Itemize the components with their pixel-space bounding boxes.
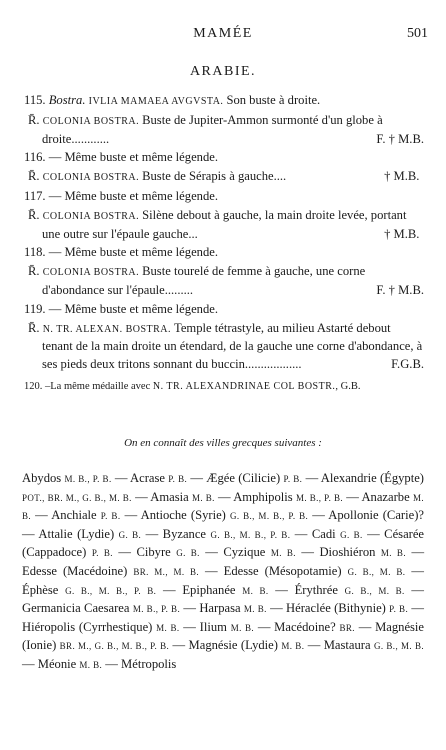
city-item — [206, 471, 302, 485]
coin-legend: COLONIA BOSTRA. — [42, 172, 143, 184]
city-name: Métropolis — [121, 656, 177, 671]
city-item — [38, 527, 141, 541]
city-name: Magnésie (Lydie) — [188, 638, 278, 653]
denomination: P. B. — [283, 474, 303, 484]
rarity: F. † M.B. — [376, 131, 424, 146]
reverse-description — [24, 263, 424, 300]
city-name: Ilium — [199, 619, 227, 634]
denomination: G. B. — [118, 529, 142, 540]
entry-text: –La même médaille avec — [45, 380, 153, 392]
city-name: Bostra. — [48, 93, 89, 107]
city-item — [324, 638, 424, 652]
entry-number: 120. — [24, 380, 45, 392]
coin-entry — [24, 188, 424, 206]
denomination: POT., BR. M., G. B., M. B. — [22, 492, 132, 503]
rarity: F. † M.B. — [376, 282, 424, 297]
denomination: M. B., P. B. — [132, 604, 181, 615]
rarity: † M.B. — [384, 226, 420, 241]
city-item — [38, 657, 102, 671]
entry-number: 116. — [24, 150, 49, 165]
reverse-mark: R̄. — [28, 207, 43, 222]
denomination: M. B. — [243, 604, 267, 615]
city-item — [182, 583, 268, 597]
city-item — [136, 545, 199, 559]
denomination: BR. M., M. B. — [133, 566, 200, 577]
coin-entry — [24, 301, 424, 319]
city-item — [22, 601, 180, 615]
denomination: G. B., M. B. — [344, 585, 405, 596]
city-item — [233, 490, 343, 504]
denomination: G. B., M. B., P. B. — [229, 511, 309, 522]
city-item — [295, 583, 405, 597]
denomination: P. B. — [100, 511, 121, 522]
entry-text: Silène debout à gauche, la main droite levée, portant une outre sur l'épaule gauche... — [42, 207, 407, 241]
reverse-description — [24, 320, 424, 374]
city-item — [286, 601, 408, 615]
city-name: Edesse (Macédoine) — [22, 563, 128, 578]
city-name: Harpasa — [199, 601, 241, 616]
city-name: Ægée (Cilicie) — [206, 471, 281, 485]
reverse-description — [24, 207, 424, 244]
page-number: 501 — [407, 26, 428, 41]
city-item — [312, 527, 363, 541]
city-name: Germanicia Caesarea — [22, 601, 130, 616]
city-item — [22, 564, 199, 578]
city-item — [200, 620, 254, 634]
denomination: M. B. — [281, 641, 305, 652]
rarity: † M.B. — [384, 169, 420, 184]
coin-entry — [24, 149, 424, 167]
entry-text: — Même buste et même légende. — [48, 150, 218, 165]
city-name: Érythrée — [294, 582, 338, 597]
reverse-mark: R̄. — [28, 112, 43, 127]
reverse-description — [24, 112, 424, 149]
rarity: F.G.B. — [391, 357, 424, 372]
entry-text: Buste de Sérapis à gauche.... — [142, 169, 287, 184]
city-name: Hiéropolis (Cyrrhestique) — [22, 619, 153, 634]
city-item — [319, 545, 406, 559]
city-name: Anazarbe — [361, 489, 410, 504]
entry-text: — Même buste et même légende. — [48, 301, 218, 316]
city-name: Cadi — [311, 526, 336, 541]
coin-legend: COLONIA BOSTRA. — [42, 210, 143, 222]
denomination: G. B. — [340, 529, 363, 540]
denomination: G. B. — [176, 548, 200, 559]
city-item — [163, 527, 291, 541]
coin-entries — [24, 92, 424, 397]
city-item — [189, 638, 305, 652]
city-item — [141, 508, 309, 522]
entry-text: — Même buste et même légende. — [48, 245, 218, 260]
city-item — [328, 508, 424, 522]
city-name: Héraclée (Bithynie) — [286, 601, 386, 616]
city-item — [130, 471, 187, 485]
entry-text: Temple tétrastyle, au milieu Astarté debout tenant de la main droite un étendard, de la gauche une corne d'abondance, à ses pieds deux tritons sonnant du buccin.................. — [42, 320, 423, 372]
denomination: M. B. — [79, 659, 103, 670]
denomination: G. B., M. B., P. B. — [65, 585, 157, 596]
denomination: BR. — [339, 622, 355, 633]
city-item — [224, 564, 406, 578]
city-name: Byzance — [162, 526, 207, 541]
city-item — [22, 583, 156, 597]
city-name: Amasia — [150, 489, 189, 504]
denomination: G. B., M. B. — [347, 566, 406, 577]
city-item — [199, 601, 267, 615]
denomination: M. B., P. B. — [64, 474, 112, 484]
city-item — [150, 490, 215, 504]
city-item — [223, 545, 296, 559]
city-name: Attalie (Lydie) — [38, 526, 115, 541]
coin-legend: IVLIA MAMAEA AVGVSTA. — [88, 96, 227, 107]
city-item — [121, 657, 176, 671]
city-name: Cyzique — [223, 545, 266, 560]
denomination: M. B. — [22, 492, 424, 522]
city-name: Magnésie (Ionie) — [22, 619, 425, 653]
section-title: ARABIE. — [189, 64, 257, 79]
coin-legend: N. TR. ALEXANDRINAE COL BOSTR. — [152, 380, 336, 392]
city-name: Méonie — [37, 656, 77, 671]
entry-text: Son buste à droite. — [226, 93, 321, 107]
city-name: Césarée (Cappadoce) — [22, 526, 425, 560]
city-name: Acrase — [130, 471, 165, 485]
denomination: M. B. — [230, 622, 255, 633]
rarity: , G.B. — [335, 380, 361, 392]
denomination: G. B., M. B. — [373, 641, 424, 652]
denomination: P. B. — [91, 548, 113, 559]
denomination: M. B. — [156, 622, 180, 633]
coin-entry — [24, 92, 424, 111]
coin-legend: N. TR. ALEXAN. BOSTRA. — [42, 323, 175, 335]
page-header — [0, 26, 446, 46]
city-item — [22, 471, 112, 485]
coin-entry — [24, 244, 424, 262]
city-name: Edesse (Mésopotamie) — [223, 563, 342, 578]
entry-number: 115. — [24, 93, 49, 107]
city-item — [274, 620, 355, 634]
city-name: Abydos — [22, 471, 62, 485]
entry-text: Buste de Jupiter-Ammon surmonté d'un globe à droite............ — [42, 112, 383, 146]
running-title: MAMÉE — [193, 26, 253, 41]
intro-line: On en connaît des villes grecques suivantes : — [124, 437, 322, 449]
coin-legend: COLONIA BOSTRA. — [42, 267, 143, 279]
coin-legend: COLONIA BOSTRA. — [42, 115, 143, 127]
reverse-mark: R̄. — [28, 320, 43, 335]
city-name: Epiphanée — [182, 582, 236, 597]
denomination: P. B. — [389, 604, 409, 615]
city-name: Anchiale — [51, 508, 97, 523]
city-name: Alexandrie (Égypte) — [320, 471, 424, 485]
city-name: Apollonie (Carie)? — [328, 508, 424, 523]
reverse-mark: R̄. — [28, 169, 43, 184]
entry-number: 117. — [24, 188, 49, 203]
entry-number: 119. — [24, 301, 49, 316]
city-name: Éphèse — [22, 582, 59, 597]
denomination: G. B., M. B., P. B. — [210, 529, 291, 540]
denomination: BR. M., G. B., M. B., P. B. — [59, 641, 170, 652]
reverse-description — [24, 168, 424, 187]
city-name: Cibyre — [136, 545, 171, 560]
coin-entry — [24, 378, 424, 396]
reverse-mark: R̄. — [28, 264, 43, 279]
entry-text: Buste tourelé de femme à gauche, une corne d'abondance sur l'épaule......... — [42, 264, 366, 297]
city-item — [22, 620, 180, 634]
denomination: M. B. — [270, 548, 296, 559]
city-name: Mastaura — [323, 638, 371, 653]
entry-text: — Même buste et même légende. — [48, 188, 218, 203]
city-item — [51, 508, 120, 522]
city-name: Dioshiéron — [319, 545, 376, 560]
denomination: P. B. — [168, 474, 188, 484]
city-list: Abydos M. B., P. B. — Acrase P. B. — Ægée (Cilicie) P. B. — Alexandrie (Égypte) POT., BR. M., G. B., M. B. — Amasia M. B. — Amphipolis M. B., P. B. — Anazarbe M. B. — Anchiale P. B. — Antioche (Syrie) G. B., M. B., P. B. — Apollonie (Carie)? — Attalie (Lydie) G. B. — Byzance G. B., M. B., P. B. — Cadi G. B. — Césarée (Cappadoce) P. B. — Cibyre G. B. — Cyzique M. B. — Dioshiéron M. B. — Edesse (Macédoine) BR. M., M. B. — Edesse (Mésopotamie) G. B., M. B. — Éphèse G. B., M. B., P. B. — Epiphanée M. B. — Érythrée G. B., M. B. — Germanicia Caesarea M. B., P. B. — Harpasa M. B. — Héraclée (Bithynie) P. B. — Hiéropolis (Cyrrhestique) M. B. — Ilium M. B. — Macédoine? BR. — Magnésie (Ionie) BR. M., G. B., M. B., P. B. — Magnésie (Lydie) M. B. — Mastaura G. B., M. B. — Méonie M. B. — Métropolis — [22, 471, 425, 671]
denomination: M. B., P. B. — [295, 492, 344, 503]
denomination: M. B. — [242, 585, 269, 596]
denomination: M. B. — [380, 548, 406, 559]
city-name: Amphipolis — [233, 489, 293, 504]
city-name: Macédoine? — [274, 619, 336, 634]
entry-number: 118. — [24, 245, 49, 260]
city-name: Antioche (Syrie) — [140, 508, 226, 523]
denomination: M. B. — [191, 492, 215, 503]
